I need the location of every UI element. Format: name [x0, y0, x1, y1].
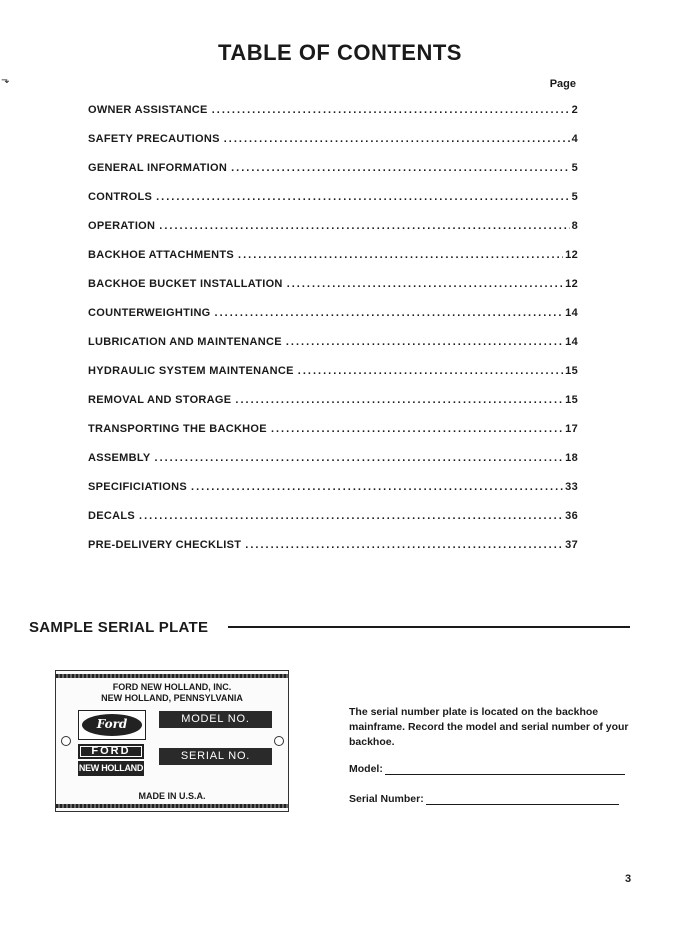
toc-entry-page: 37 — [565, 539, 578, 551]
toc-entry-page: 14 — [565, 336, 578, 348]
toc-entry-label: HYDRAULIC SYSTEM MAINTENANCE — [88, 365, 294, 377]
serial-number-blank-line[interactable] — [426, 793, 619, 805]
toc-entry-label: TRANSPORTING THE BACKHOE — [88, 423, 267, 435]
page-title: TABLE OF CONTENTS — [218, 40, 462, 65]
toc-entry[interactable] — [88, 307, 578, 336]
toc-entry[interactable] — [88, 423, 578, 452]
toc-leader-dots — [155, 452, 564, 464]
toc-entry-label: COUNTERWEIGHTING — [88, 307, 211, 319]
rivet-hole-icon — [274, 736, 284, 746]
toc-entry-page: 17 — [565, 423, 578, 435]
serial-plate-heading: SAMPLE SERIAL PLATE — [29, 619, 209, 636]
toc-entry[interactable] — [88, 394, 578, 423]
toc-entry-page: 12 — [565, 249, 578, 261]
toc-entry-label: REMOVAL AND STORAGE — [88, 394, 232, 406]
model-field[interactable] — [349, 763, 625, 775]
toc-entry[interactable] — [88, 452, 578, 481]
toc-leader-dots — [287, 278, 563, 290]
page-number: 3 — [625, 873, 632, 885]
toc-entry[interactable] — [88, 365, 578, 394]
plate-bottom-band — [56, 804, 288, 808]
toc-leader-dots — [212, 104, 570, 116]
model-blank-line[interactable] — [385, 763, 625, 775]
toc-entry-page: 4 — [571, 133, 578, 145]
toc-entry-label: DECALS — [88, 510, 136, 522]
toc-leader-dots — [271, 423, 563, 435]
model-label: Model: — [349, 763, 383, 775]
ford-wordmark: FORD — [78, 744, 144, 759]
toc-leader-dots — [235, 394, 563, 406]
toc-leader-dots — [238, 249, 563, 261]
toc-entry-page: 18 — [565, 452, 578, 464]
heading-rule — [228, 626, 630, 628]
toc-page-column-header: Page — [549, 78, 576, 90]
toc-entry-page: 36 — [565, 510, 578, 522]
toc-leader-dots — [156, 191, 569, 203]
toc-leader-dots — [286, 336, 563, 348]
toc-entry[interactable] — [88, 278, 578, 307]
toc-entry-label: SPECIFICIATIONS — [88, 481, 188, 493]
toc-entry[interactable] — [88, 249, 578, 278]
toc-leader-dots — [191, 481, 563, 493]
toc-entry-page: 15 — [565, 365, 578, 377]
new-holland-wordmark: NEW HOLLAND — [78, 761, 144, 776]
model-number-box: MODEL NO. — [159, 711, 272, 728]
margin-mark-icon: ⬎ — [1, 75, 10, 86]
toc-entry[interactable] — [88, 133, 578, 162]
toc-entry[interactable] — [88, 220, 578, 249]
toc-entry-page: 5 — [571, 191, 578, 203]
plate-top-band — [56, 674, 288, 678]
plate-location: NEW HOLLAND, PENNSYLVANIA — [101, 693, 243, 703]
toc-entry-label: LUBRICATION AND MAINTENANCE — [88, 336, 282, 348]
toc-entry-label: ASSEMBLY — [88, 452, 151, 464]
serial-number-box: SERIAL NO. — [159, 748, 272, 765]
toc-leader-dots — [298, 365, 563, 377]
toc-entry-page: 15 — [565, 394, 578, 406]
toc-entry[interactable] — [88, 336, 578, 365]
toc-entry-page: 2 — [571, 104, 578, 116]
serial-number-field[interactable] — [349, 793, 619, 805]
toc-entry[interactable] — [88, 162, 578, 191]
toc-entry-page: 8 — [571, 220, 578, 232]
toc-leader-dots — [224, 133, 570, 145]
toc-entry-page: 33 — [565, 481, 578, 493]
ford-oval-logo — [78, 710, 146, 740]
serial-number-label: Serial Number: — [349, 793, 424, 805]
toc-entry[interactable] — [88, 191, 578, 220]
toc-entry-page: 14 — [565, 307, 578, 319]
toc-entry-label: OWNER ASSISTANCE — [88, 104, 208, 116]
toc-leader-dots — [139, 510, 563, 522]
sample-serial-plate — [55, 670, 289, 812]
toc-entry-label: PRE-DELIVERY CHECKLIST — [88, 539, 242, 551]
toc-entry[interactable] — [88, 510, 578, 539]
toc-entry[interactable] — [88, 481, 578, 510]
ford-oval-icon — [82, 714, 142, 736]
ford-script-logo: Ford — [96, 717, 128, 731]
toc-entry-label: OPERATION — [88, 220, 156, 232]
toc-entry-page: 12 — [565, 278, 578, 290]
toc-leader-dots — [215, 307, 564, 319]
toc-entry-label: SAFETY PRECAUTIONS — [88, 133, 220, 145]
plate-company: FORD NEW HOLLAND, INC. — [112, 682, 232, 692]
table-of-contents — [88, 104, 578, 568]
toc-entry-label: GENERAL INFORMATION — [88, 162, 228, 174]
toc-entry-page: 5 — [571, 162, 578, 174]
toc-leader-dots — [159, 220, 569, 232]
toc-entry-label: CONTROLS — [88, 191, 153, 203]
toc-entry-label: BACKHOE ATTACHMENTS — [88, 249, 235, 261]
toc-leader-dots — [231, 162, 569, 174]
plate-made-in: MADE IN U.S.A. — [138, 791, 206, 801]
toc-entry[interactable] — [88, 104, 578, 133]
serial-plate-description: The serial number plate is located on the backhoe mainframe. Record the model and serial number of your backhoe. — [349, 706, 629, 748]
toc-leader-dots — [245, 539, 563, 551]
toc-entry[interactable] — [88, 539, 578, 568]
toc-entry-label: BACKHOE BUCKET INSTALLATION — [88, 278, 283, 290]
rivet-hole-icon — [61, 736, 71, 746]
